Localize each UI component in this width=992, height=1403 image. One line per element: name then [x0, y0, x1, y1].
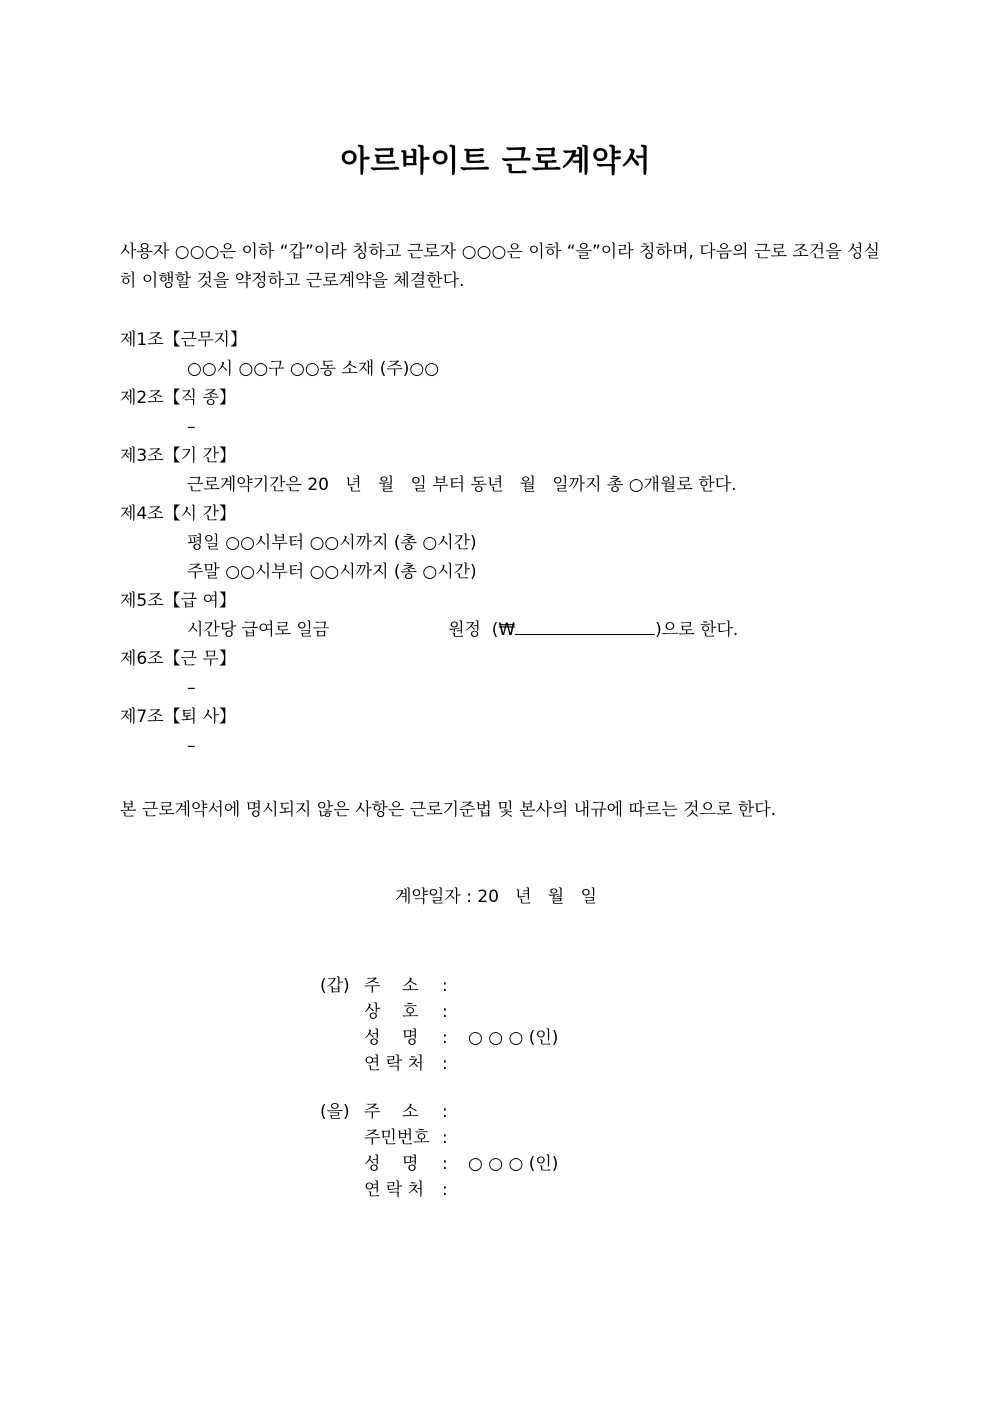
article-6-heading: 제6조【근 무】 [120, 649, 236, 669]
wage-suffix: )으로 한다. [655, 620, 739, 640]
field-label: 연 락 처 [364, 1180, 425, 1200]
article-1-heading: 제1조【근무지】 [120, 330, 247, 350]
article-2-content: – [187, 417, 196, 437]
field-label: 성 명 [364, 1028, 419, 1048]
article-1-content: ○○시 ○○구 ○○동 소재 (주)○○ [187, 359, 440, 379]
article-4-weekend: 주말 ○○시부터 ○○시까지 (총 ○시간) [187, 562, 477, 582]
document-title: 아르바이트 근로계약서 [340, 144, 652, 179]
closing-paragraph: 본 근로계약서에 명시되지 않은 사항은 근로기준법 및 본사의 내규에 따르는 것으로 한다. [120, 800, 777, 820]
field-colon: : [442, 1128, 448, 1148]
article-6-content: – [187, 678, 196, 698]
field-colon: : [442, 976, 448, 996]
field-colon: : [442, 1002, 448, 1022]
contract-date: 계약일자 : 20 년 월 일 [395, 887, 597, 907]
party-a-label: (갑) [320, 976, 350, 996]
wage-prefix: 시간당 급여로 일금 원정 (₩ [187, 620, 516, 640]
field-label: 주민번호 [364, 1128, 430, 1148]
article-4-heading: 제4조【시 간】 [120, 504, 236, 524]
articles-section [120, 326, 880, 761]
article-4-weekday: 평일 ○○시부터 ○○시까지 (총 ○시간) [187, 533, 477, 553]
article-3-heading: 제3조【기 간】 [120, 446, 236, 466]
intro-paragraph: 사용자 ○○○은 이하 “갑”이라 칭하고 근로자 ○○○은 이하 “을”이라 칭하며, 다음의 근로 조건을 성실히 이행할 것을 약정하고 근로계약을 체결한다. [120, 242, 880, 291]
field-label: 연 락 처 [364, 1054, 425, 1074]
article-2-heading: 제2조【직 종】 [120, 388, 236, 408]
field-label: 성 명 [364, 1154, 419, 1174]
article-3-content: 근로계약기간은 20 년 월 일 부터 동년 월 일까지 총 ○개월로 한다. [187, 475, 737, 495]
article-5-content [120, 616, 880, 645]
field-label: 상 호 [364, 1002, 419, 1022]
party-b-label: (을) [320, 1102, 350, 1122]
field-colon: : [442, 1154, 448, 1174]
article-7-heading: 제7조【퇴 사】 [120, 707, 236, 727]
field-colon: : [442, 1028, 448, 1048]
field-label: 주 소 [364, 976, 419, 996]
field-value: ○ ○ ○ (인) [468, 1154, 559, 1174]
field-label: 주 소 [364, 1102, 419, 1122]
field-value: ○ ○ ○ (인) [468, 1028, 559, 1048]
wage-blank-line [515, 616, 655, 635]
field-colon: : [442, 1180, 448, 1200]
article-5-heading: 제5조【급 여】 [120, 591, 236, 611]
field-colon: : [442, 1054, 448, 1074]
article-7-content: – [187, 736, 196, 756]
field-colon: : [442, 1102, 448, 1122]
